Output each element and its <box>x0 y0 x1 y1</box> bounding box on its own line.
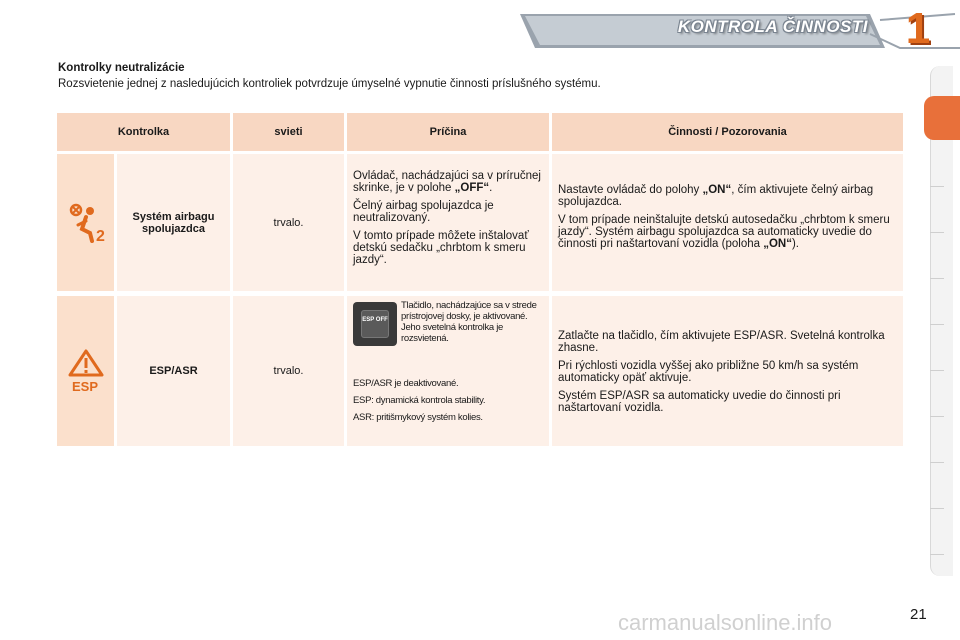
airbag-cause-p2: Čelný airbag spolujazdca je neutralizovaný. <box>353 200 494 224</box>
tab-divider <box>930 278 944 279</box>
header-pricina: Príčina <box>347 113 549 151</box>
header-cinnosti: Činnosti / Pozorovania <box>552 113 903 151</box>
esp-cause <box>347 296 549 446</box>
tab-divider <box>930 554 944 555</box>
airbag-cause: Ovládač, nachádzajúci sa v príručnej skrinke, je v polohe „OFF“. Čelný airbag spolujazdca je neutralizovaný. V tomto prípade môžete inštalovať detskú sedačku „chrbtom k smeru jazdy“. <box>347 154 549 291</box>
airbag-system-name: Systém airbagu spolujazdca <box>117 154 230 291</box>
esp-icon-cell <box>57 296 114 446</box>
airbag-actions: Nastavte ovládač do polohy „ON“, čím aktivujete čelný airbag spolujazdca. V tom prípade neinštalujte detskú autosedačku „chrbtom k smeru jazdy“. Systém airbagu spolujazdca sa automaticky uvedie do činnosti pri naštartovaní vozidla (poloha „ON“). <box>552 154 903 291</box>
tab-divider <box>930 508 944 509</box>
svg-text:2: 2 <box>95 227 105 243</box>
airbag-state: trvalo. <box>233 154 344 291</box>
esp-off-button-icon: ESP OFF <box>361 310 389 338</box>
tab-divider <box>930 416 944 417</box>
tab-divider <box>930 232 944 233</box>
airbag-cause-p3: V tomto prípade môžete inštalovať detskú sedačku „chrbtom k smeru jazdy“. <box>353 230 529 266</box>
tab-divider <box>930 186 944 187</box>
chapter-title: KONTROLA ČINNOSTI <box>677 17 868 36</box>
tab-divider <box>930 462 944 463</box>
airbag-off-icon <box>64 203 108 243</box>
page-number: 21 <box>910 606 927 623</box>
esp-button-note: Tlačidlo, nachádzajúce sa v strede prístrojovej dosky, je aktivované. Jeho svetelná kontrolka je rozsvietená. <box>401 300 537 344</box>
tab-divider <box>930 324 944 325</box>
watermark: carmanualsonline.info <box>618 610 833 635</box>
section-intro: Rozsvietenie jednej z nasledujúcich kontroliek potvrdzuje úmyselné vypnutie činnosti príslušného systému. <box>58 78 601 90</box>
chapter-number: 1 <box>905 4 931 53</box>
svg-text:ESP: ESP <box>71 379 98 393</box>
esp-actions: Zatlačte na tlačidlo, čím aktivujete ESP/ASR. Svetelná kontrolka zhasne. Pri rýchlosti vozidla vyššej ako približne 50 km/h sa systém automaticky opäť aktivuje. Systém ESP/ASR sa automaticky uvedie do činnosti pri naštartovaní vozidla. <box>552 296 903 446</box>
tab-divider <box>930 370 944 371</box>
active-chapter-tab[interactable] <box>924 96 960 140</box>
airbag-icon-cell <box>57 154 114 291</box>
esp-state: trvalo. <box>233 296 344 446</box>
section-title: Kontrolky neutralizácie <box>58 62 185 74</box>
page-header <box>0 0 960 60</box>
header-svieti: svieti <box>233 113 344 151</box>
esp-system-name: ESP/ASR <box>117 296 230 446</box>
esp-warning-icon <box>68 349 104 393</box>
chapter-tab-strip <box>930 66 953 576</box>
esp-button-photo <box>353 302 397 346</box>
header-kontrolka: Kontrolka <box>57 113 230 151</box>
esp-cause-lines: ESP/ASR je deaktivované. ESP: dynamická kontrola stability. ASR: pritišmykový systém kolies. <box>353 378 486 423</box>
